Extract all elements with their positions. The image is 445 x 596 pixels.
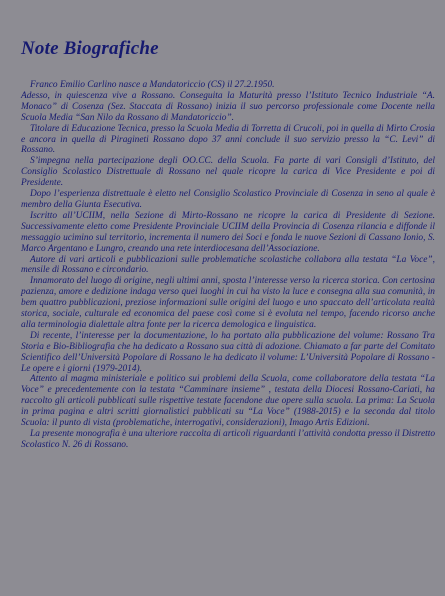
paragraph-documentation: Di recente, l’interesse per la documentazione, lo ha portato alla pubblicazione del volume: Rossano Tra Storia e Bio-Bibliografia che ha dedicato a Rossano sua città di adozione. Chiamato a far parte del Comitato Scientifico dell’Università Popolare di Rossano le ha dedicato il volume: L’Università Popolare di Rossano - Le opere e i giorni (1979-2014). [21,330,435,374]
page-title: Note Biografiche [21,38,159,59]
paragraph-career-start: Adesso, in quiescenza vive a Rossano. Conseguita la Maturità presso l’Istituto Tecnico Industriale “A. Monaco” di Cosenza (Sez. Staccata di Rossano) inizia il suo percorso professionale come Docente nella Scuola Media “San Nilo da Rossano di Mandatoriccio”. [21,90,435,123]
paragraph-provincial-council: Dopo l’esperienza distrettuale è eletto nel Consiglio Scolastico Provinciale di Cosenza in seno al quale è membro della Giunta Esecutiva. [21,189,435,210]
biography-text [21,80,435,451]
paragraph-historical-research: Innamorato del luogo di origine, negli ultimi anni, sposta l’interesse verso la ricerca storica. Con certosina pazienza, amore e dedizione indaga verso quei luoghi in cui ha visto la luce e consegna alla sua comunità, in bem quattro pubblicazioni, preziose informazioni sulle origini del luogo e uno spaccato dell’articolata realtà storica, sociale, culturale ed economica del paese così come si è evoluta nel tempo, facendo ricorso anche alla terminologia dialettale altra fonte per la ricerca demologica e linguistica. [21,276,435,330]
paragraph-author: Autore di vari articoli e pubblicazioni sulle problematiche scolastiche collabora alla testata “La Voce”, mensile di Rossano e circondario. [21,254,435,276]
paragraph-teaching: Titolare di Educazione Tecnica, presso la Scuola Media di Torretta di Crucoli, poi in quella di Mirto Crosia e ancora in quella di Piragineti Rossano dopo 37 anni conclude il suo servizio presso la “C. Levi” di Rossano. [21,123,435,156]
paragraph-monograph: La presente monografia è una ulteriore raccolta di articoli riguardanti l’attività condotta presso il Distretto Scolastico N. 26 di Rossano. [21,429,436,450]
paragraph-school-councils: S’impegna nella partecipazione degli OO.CC. della Scuola. Fa parte di vari Consigli d’Istituto, del Consiglio Scolastico Distrettuale di Rossano nel quale ricopre la carica di Vice Presidente e poi di Presidente. [21,156,435,189]
paragraph-school-writings: Attento al magma ministeriale e politico sui problemi della Scuola, come collaboratore della testata “La Voce” e precedentemente con la testata “Camminare insieme” , testata della Diocesi Rossano-Cariati, ha raccolto gli articoli pubblicati sulle rispettive testate facendone due opere sulla scuola. La prima: La Scuola in prima pagina e altri scritti giornalistici pubblicati su “La Voce” (1988-2015) e la seconda dal titolo Scuola: il punto di vista (problematiche, interrogativi, considerazioni), Imago Artis Edizioni. [21,374,435,429]
paragraph-birth: Franco Emilio Carlino nasce a Mandatoriccio (CS) il 27.2.1950. [30,80,275,90]
paragraph-uciim: Iscritto all’UCIIM, nella Sezione di Mirto-Rossano ne ricopre la carica di Presidente di Sezione. Successivamente eletto come Presidente Provinciale UCIIM della Provincia di Cosenza rilancia e diffonde il messaggio ucimino sul territorio, incrementa il numero dei Soci e fonda le nuove Sezioni di Cassano Ionio, S. Marco Argentano e Lungro, creando una rete interdiocesana dell’Associazione. [21,210,435,254]
